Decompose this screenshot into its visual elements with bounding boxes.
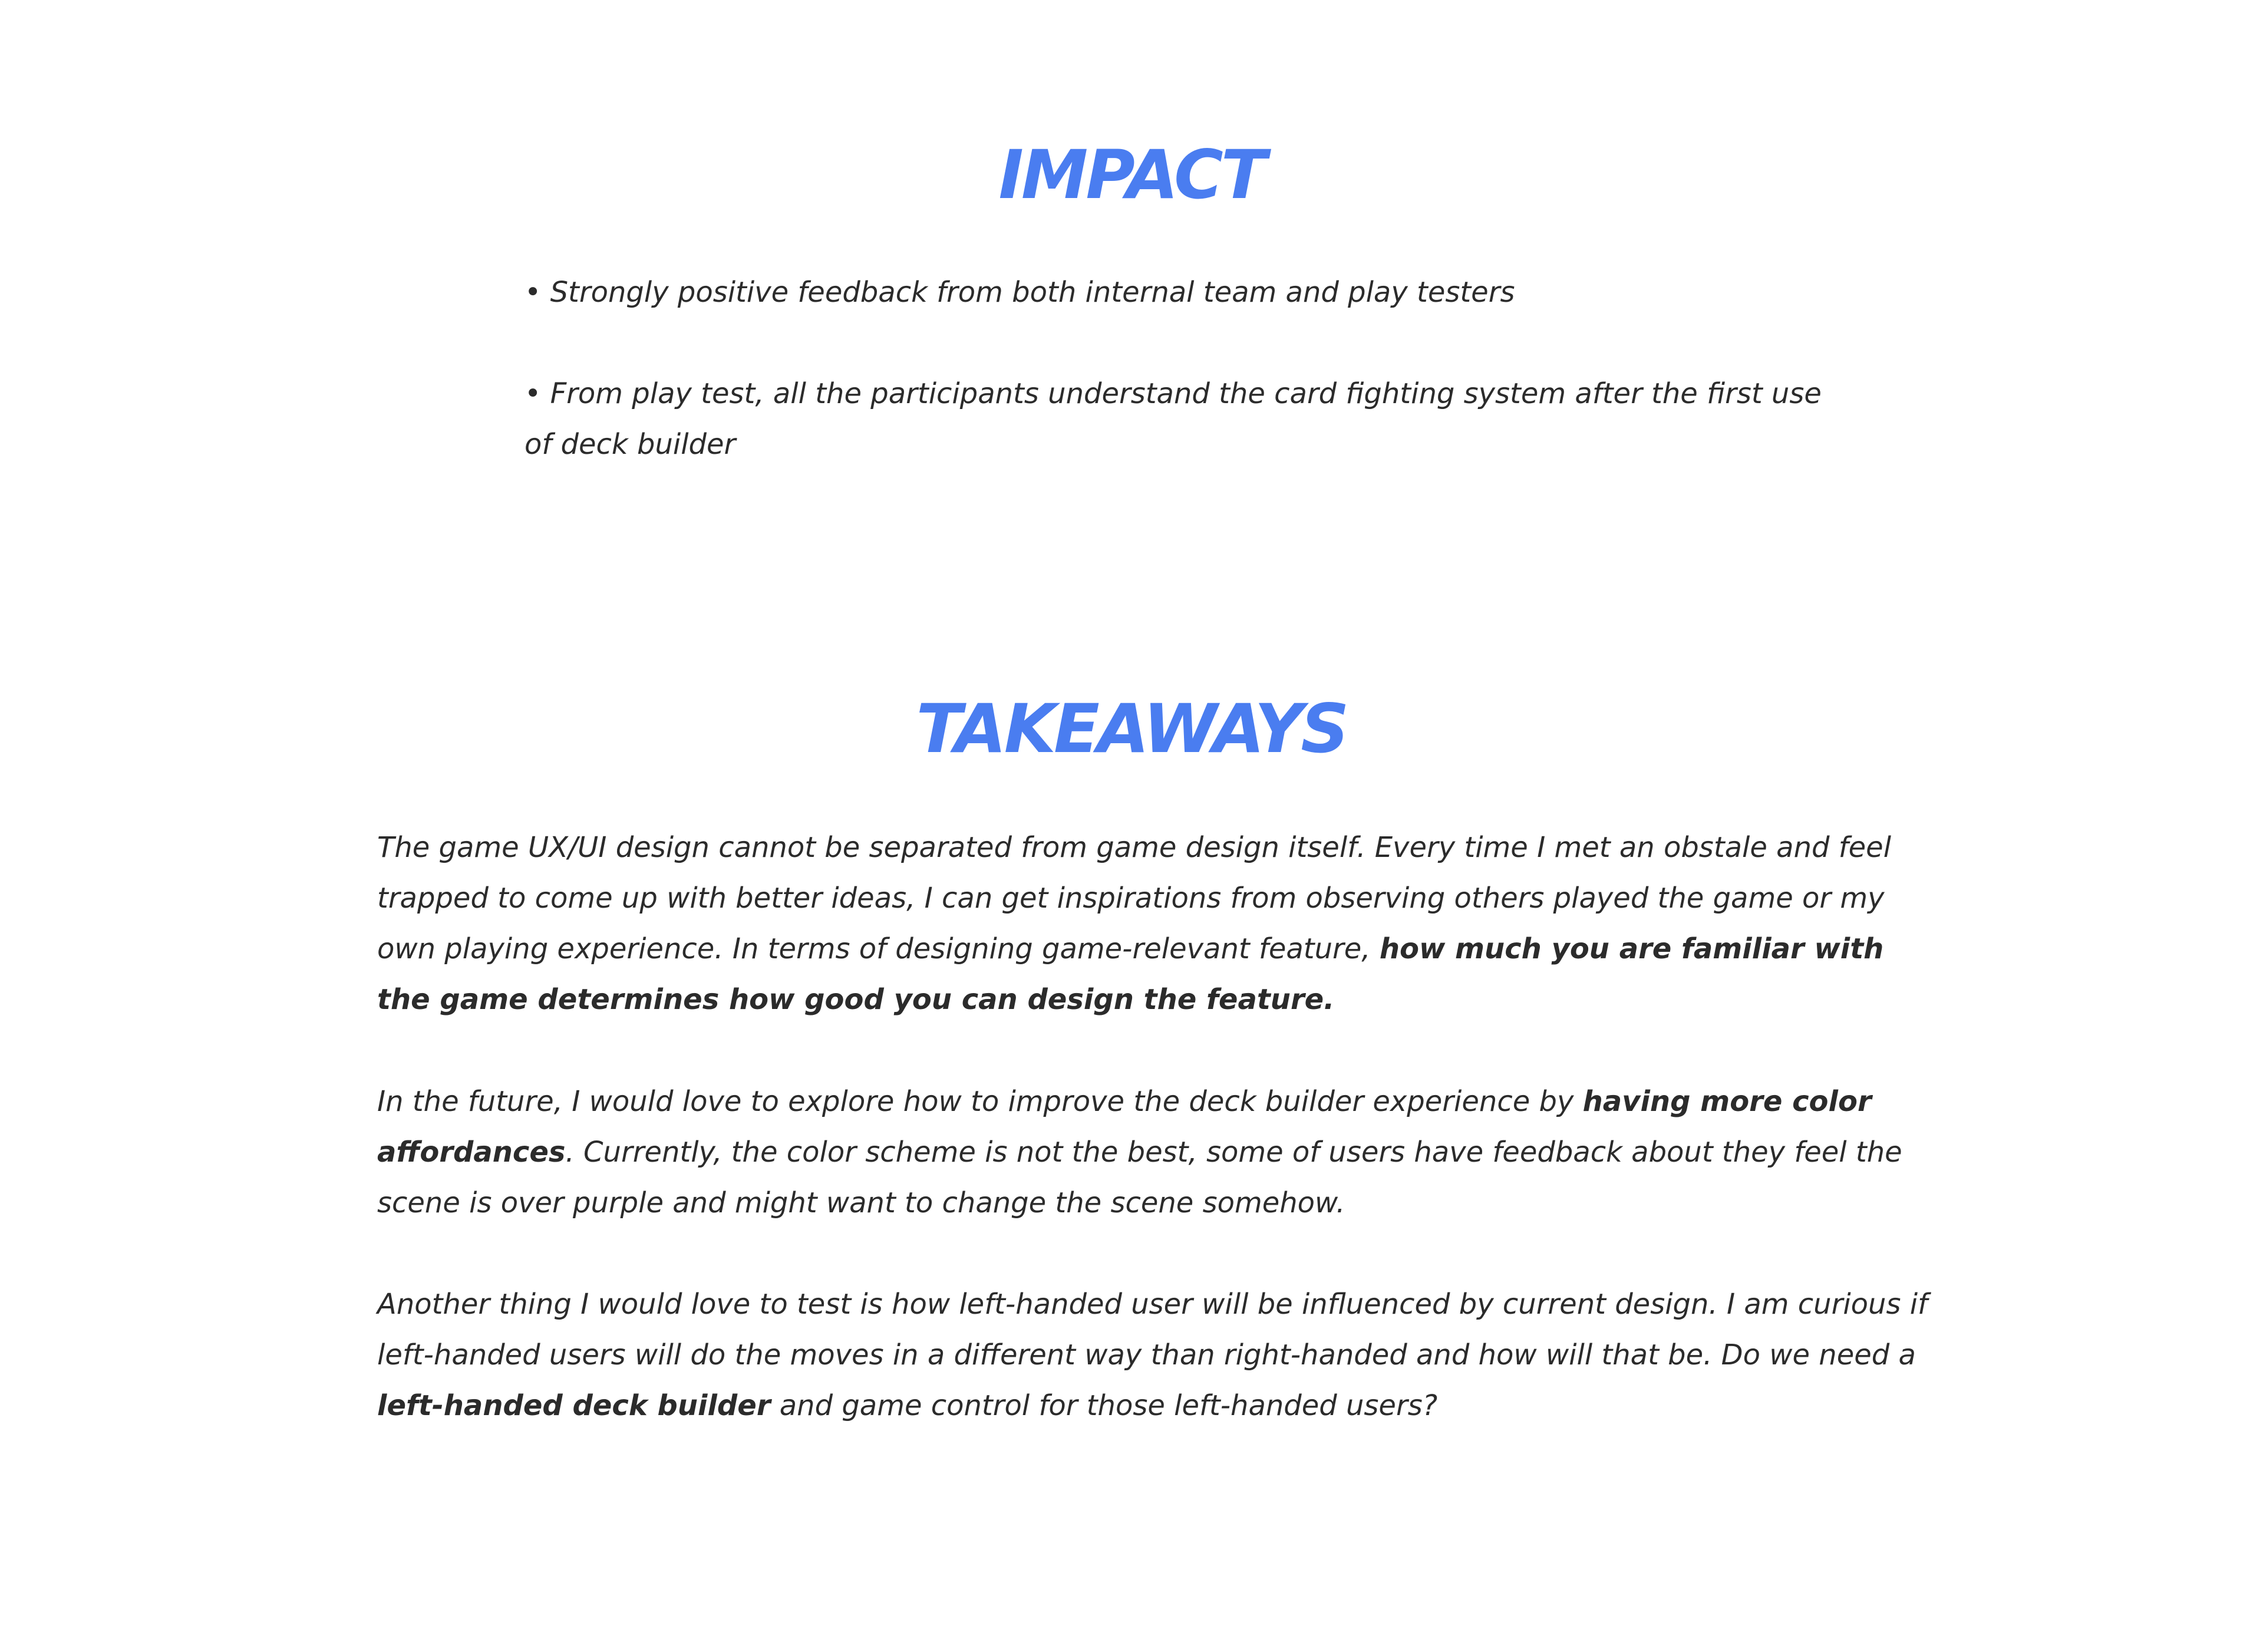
impact-list-item: • From play test, all the participants understand the card fighting system after the first use of deck builder <box>524 377 1822 461</box>
paragraph-emphasis: having more color affordances <box>377 1085 1872 1169</box>
paragraph-text: The game UX/UI design cannot be separated from game design itself. Every time I met an obstale and feel trapped to come up with better ideas, I can get inspirations from observing others played the game or my own playing experience. In terms of designing game-relevant feature, <box>377 831 1892 965</box>
takeaways-paragraph <box>377 1279 1933 1431</box>
impact-list-item: • Strongly positive feedback from both internal team and play testers <box>524 276 1515 309</box>
paragraph-emphasis: left-handed deck builder <box>377 1389 771 1422</box>
takeaways-paragraph <box>377 1076 1933 1228</box>
paragraph-emphasis: how much you are familiar with the game determines how good you can design the feature. <box>377 932 1884 1016</box>
takeaways-paragraph <box>377 822 1933 1025</box>
impact-heading: IMPACT <box>998 136 1265 214</box>
paragraph-tail: and game control for those left-handed users? <box>770 1389 1438 1422</box>
paragraph-text: Another thing I would love to test is how left-handed user will be influenced by current design. I am curious if left-handed users will do the moves in a different way than right-handed and how will that be. Do we need a <box>377 1288 1928 1371</box>
paragraph-text: In the future, I would love to explore how to improve the deck builder experience by <box>377 1085 1583 1118</box>
takeaways-heading: TAKEAWAYS <box>916 690 1347 768</box>
paragraph-tail: . Currently, the color scheme is not the best, some of users have feedback about they feel the scene is over purple and might want to change the scene somehow. <box>377 1136 1902 1219</box>
